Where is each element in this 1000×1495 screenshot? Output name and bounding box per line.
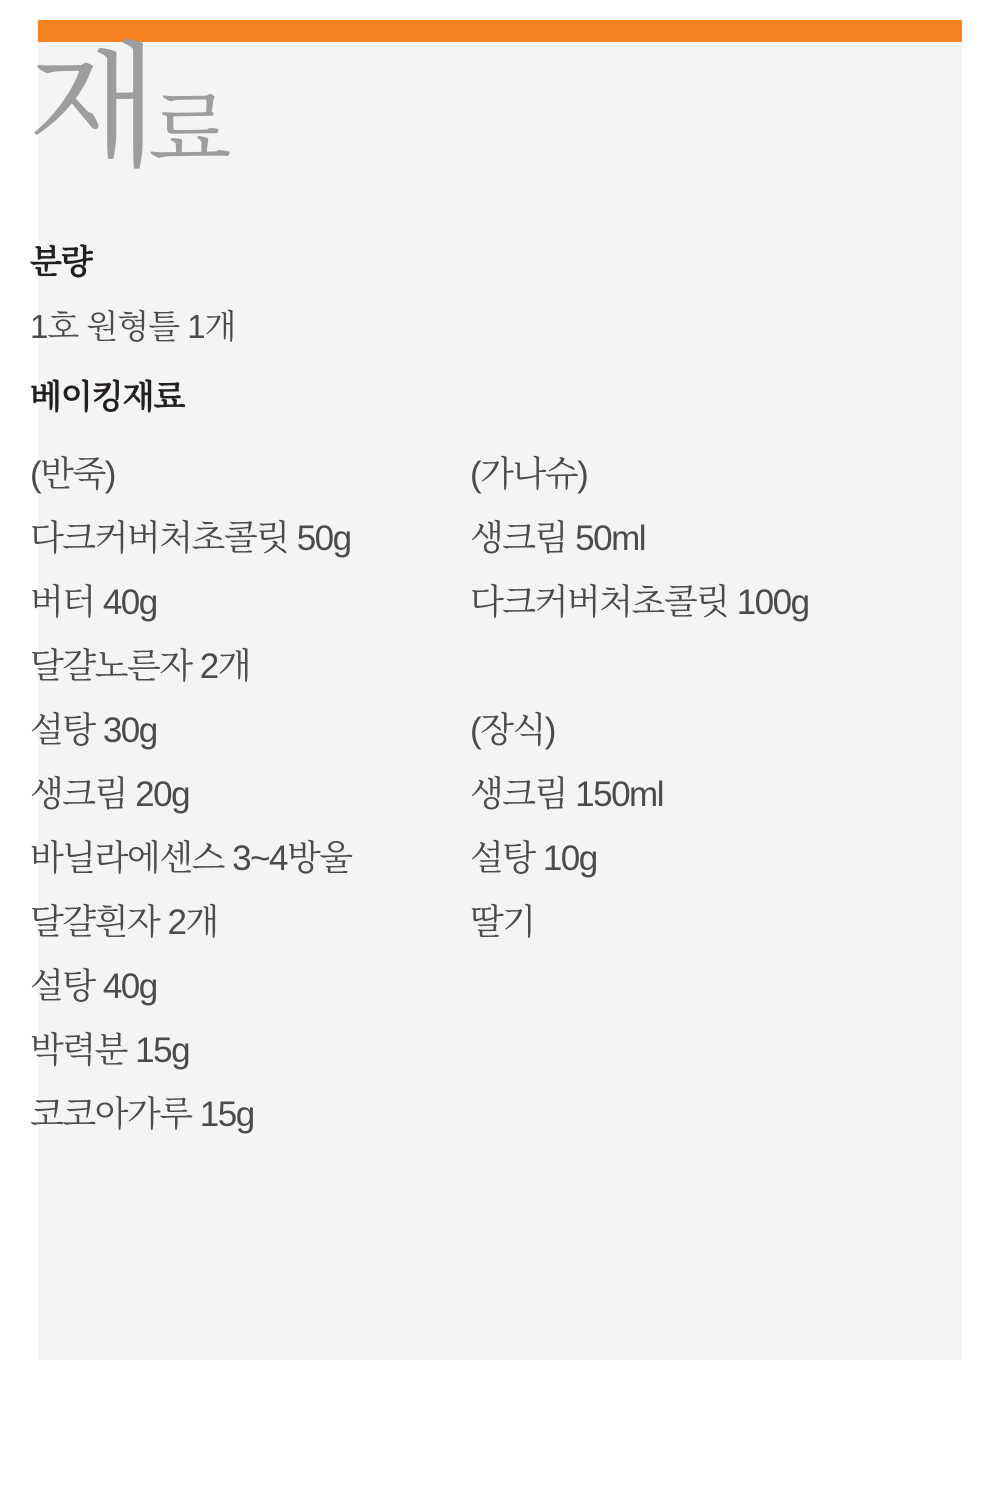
list-item: 설탕 40g	[30, 967, 157, 1006]
list-item: 설탕 30g	[30, 711, 157, 750]
list-item: 달걀흰자 2개	[30, 903, 218, 942]
ingredient-column-dough	[30, 443, 450, 1147]
portion-value: 1호 원형틀 1개	[30, 308, 236, 345]
page-title-sub: 료	[148, 83, 230, 179]
list-item: 바닐라에센스 3~4방울	[30, 839, 352, 878]
page-title	[28, 32, 238, 183]
list-item: 다크커버처초콜릿 50g	[30, 519, 351, 558]
list-item: 다크커버처초콜릿 100g	[470, 583, 809, 622]
group-label-ganache: (가나슈)	[470, 455, 588, 494]
list-item: 버터 40g	[30, 583, 157, 622]
list-item: 설탕 10g	[470, 839, 597, 878]
baking-heading: 베이킹재료	[30, 378, 185, 415]
list-item: 박력분 15g	[30, 1031, 190, 1070]
list-item: 딸기	[470, 903, 535, 942]
portion-heading: 분량	[30, 243, 92, 280]
group-label-dough: (반죽)	[30, 455, 115, 494]
list-item: 생크림 50ml	[470, 519, 646, 558]
list-item: 코코아가루 15g	[30, 1095, 254, 1134]
ingredient-column-ganache-decoration	[470, 443, 900, 955]
column-spacer	[470, 635, 900, 699]
list-item: 생크림 150ml	[470, 775, 663, 814]
list-item: 생크림 20g	[30, 775, 190, 814]
list-item: 달걀노른자 2개	[30, 647, 251, 686]
group-label-decoration: (장식)	[470, 711, 555, 750]
page-title-main: 재	[28, 32, 157, 183]
